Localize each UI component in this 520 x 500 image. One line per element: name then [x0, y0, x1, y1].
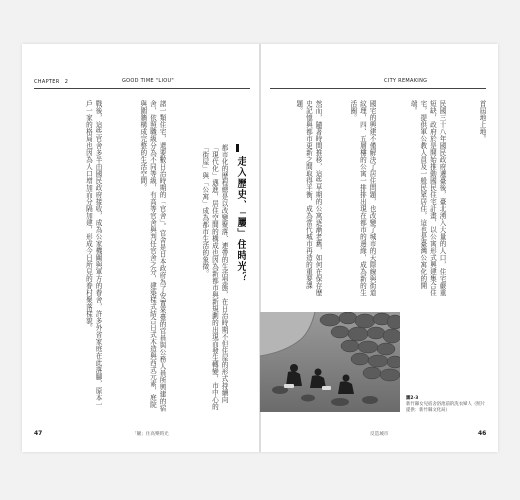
left-paragraph-2: 諸一類住宅，還要數日治時期的「官舍」。官舍是日本政府為了安置來臺的官員與公務人員所興建的宿舍，依照職級分為不同等級，有高等官舍與判任官舍之分，建築樣式結合日式木造與西式元素，庭院與圍牆構成完整的生活空間。	[138, 100, 166, 412]
figure-caption	[406, 396, 486, 414]
page-number-right: 46	[478, 430, 487, 437]
footer-title-left: 「屢」住高樂時光	[132, 432, 169, 437]
left-paragraph-3: 戰後，這些官舍多半由國民政府接收，成為公家機關與軍方的眷舍，許多外省家庭在此落腳，原本一戶一家的格局也因為人口增加而分隔加建，形成今日所見的眷村聚落樣貌。	[84, 100, 102, 408]
right-page	[260, 44, 498, 452]
right-paragraph-4: 然而，隨著時間推移，這些早期的公寓逐漸老舊，如何在保存歷史記憶與都市更新之間取得平衡，成為當代城市再造的重要課題。	[294, 100, 322, 296]
page-number-left: 47	[34, 430, 43, 437]
running-title-right: CITY REMAKING	[384, 78, 428, 84]
book-spread	[22, 44, 498, 452]
figure-caption-text: 新竹縣女兒宿舍浴池前的洗衣婦人（照片提供：新竹縣文化局）	[406, 402, 486, 413]
chapter-label: CHAPTER 2	[34, 79, 69, 85]
figure-number: 圖2-3	[406, 396, 419, 401]
header-rule-left	[34, 88, 250, 89]
header-rule-right	[270, 88, 486, 89]
footer-title-right: 反造城市	[370, 432, 389, 437]
left-page	[22, 44, 260, 452]
historical-photo	[260, 312, 400, 412]
right-paragraph-3: 國宅的興建不僅解決了居住問題，也改變了城市的天際線與街道紋理，四、五層樓的公寓一排排出現在都市的邊緣，成為新的生活圈。	[348, 100, 376, 296]
section-heading: 走入歷史、「屢」住時光？	[235, 156, 246, 283]
heading-marker	[236, 144, 239, 152]
right-paragraph-2: 民國三十八年國民政府遷臺後，臺北湧入大量的人口，住宅嚴重短缺，政府於是開始推動國民住宅計畫，以公寓形式興建集合住宅，提供軍公教人員及一般民眾居住，這也是臺灣公寓化的開端。	[409, 100, 446, 296]
photo-illustration	[260, 312, 400, 412]
running-title-left: GOOD TIME "LIOU"	[122, 78, 175, 84]
left-paragraph-1: 都市化的歷程總是以改變聚落、連帶的生活型態，在日治時期不但住屋的形式持續向「現代化」邁進，居住空間的構成也因為新都市與新規劃的出現而發生轉變，市中心的「街屋」與「公寓」成為都市生活的象徵。	[200, 144, 228, 410]
right-paragraph-1: 首屆地上地。	[478, 100, 486, 142]
